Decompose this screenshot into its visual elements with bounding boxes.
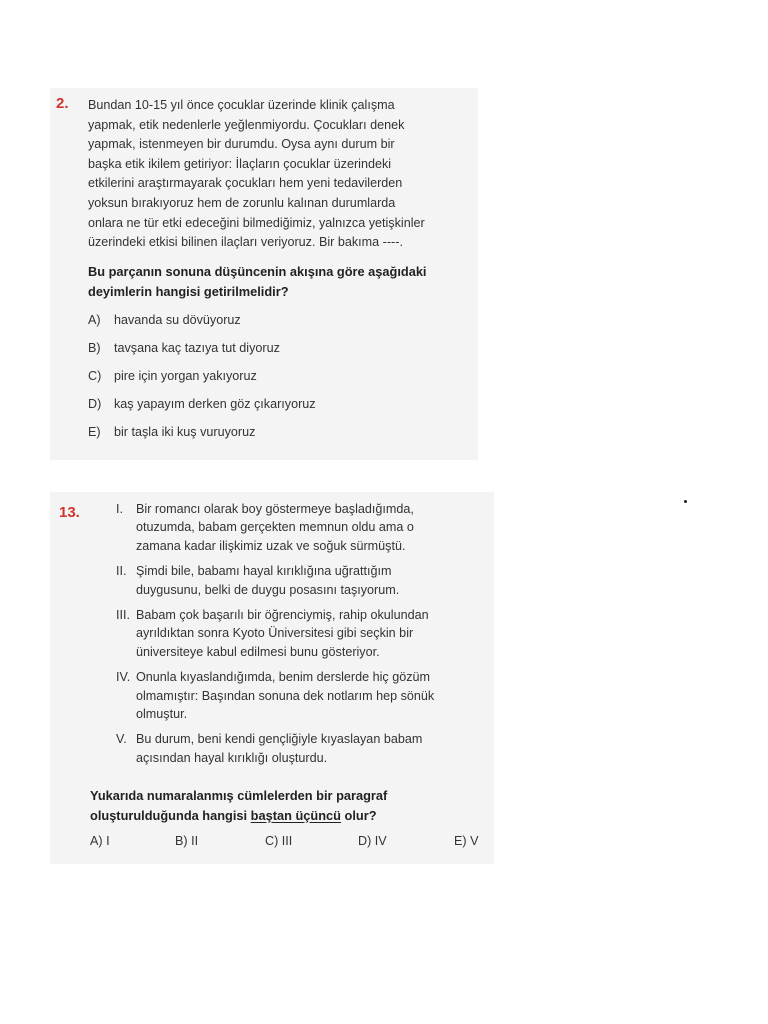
numbered-sentences bbox=[116, 500, 488, 774]
prompt-line: Yukarıda numaralanmış cümlelerden bir paragraf bbox=[90, 788, 388, 803]
question-2-card bbox=[50, 88, 478, 460]
choice-a[interactable]: A) I bbox=[90, 834, 110, 848]
roman-numeral: I. bbox=[116, 502, 123, 516]
sentence-line: duygusunu, belki de duygu posasını taşıyorum. bbox=[136, 582, 400, 597]
choice-e[interactable]: E) V bbox=[454, 834, 479, 848]
option-text: bir taşla iki kuş vuruyoruz bbox=[114, 425, 256, 439]
paragraph-line: başka etik ikilem getiriyor: İlaçların çocuklar üzerindeki bbox=[88, 156, 392, 171]
sentence-line: otuzumda, babam gerçekten memnun oldu ama o bbox=[136, 520, 414, 535]
roman-numeral: III. bbox=[116, 608, 130, 623]
roman-numeral: IV. bbox=[116, 670, 131, 685]
option-letter: B) bbox=[88, 341, 101, 355]
question-2-paragraph bbox=[88, 96, 474, 253]
underlined-phrase: baştan üçüncü bbox=[250, 807, 341, 823]
question-13-choices bbox=[90, 834, 490, 854]
choice-c[interactable]: C) III bbox=[265, 834, 293, 848]
option-text: havanda su dövüyoruz bbox=[114, 313, 241, 327]
sentence-line: üniversiteye kabul edilmesi bunu gösteriyor. bbox=[136, 644, 380, 659]
option-d[interactable] bbox=[88, 394, 468, 422]
paragraph-line: etkilerini araştırmayarak çocukları hem yeni tedavilerden bbox=[88, 176, 403, 191]
option-letter: A) bbox=[88, 313, 101, 327]
sentence-4 bbox=[116, 668, 488, 723]
paragraph-line: onlara ne tür etki edeceğini bilmediğimiz, yalnızca yetişkinler bbox=[88, 215, 425, 230]
sentence-1 bbox=[116, 500, 488, 555]
sentence-line: Bir romancı olarak boy göstermeye başladığımda, bbox=[136, 502, 414, 516]
sentence-2 bbox=[116, 562, 488, 599]
choice-d[interactable]: D) IV bbox=[358, 834, 387, 848]
prompt-text: olur? bbox=[340, 807, 377, 823]
option-e[interactable] bbox=[88, 422, 468, 450]
question-13-prompt bbox=[90, 786, 490, 825]
option-letter: C) bbox=[88, 369, 102, 383]
stray-dot bbox=[684, 500, 687, 503]
option-letter: D) bbox=[88, 397, 102, 411]
paragraph-line: Bundan 10-15 yıl önce çocuklar üzerinde klinik çalışma bbox=[88, 98, 395, 112]
roman-numeral: II. bbox=[116, 564, 127, 579]
option-letter: E) bbox=[88, 425, 101, 439]
paragraph-line: üzerindeki etkisi bilinen ilaçları veriyoruz. Bir bakıma ----. bbox=[88, 235, 403, 250]
option-a[interactable] bbox=[88, 310, 468, 338]
sentence-line: ayrıldıktan sonra Kyoto Üniversitesi gibi seçkin bir bbox=[136, 626, 414, 641]
sentence-line: Bu durum, beni kendi gençliğiyle kıyaslayan babam bbox=[136, 732, 423, 747]
prompt-line bbox=[90, 806, 490, 826]
sentence-line: açısından hayal kırıklığı oluşturdu. bbox=[136, 750, 328, 765]
option-text: pire için yorgan yakıyoruz bbox=[114, 369, 257, 383]
question-2-options bbox=[88, 310, 468, 450]
question-13-card bbox=[50, 492, 494, 864]
sentence-line: olmuştur. bbox=[136, 707, 188, 722]
prompt-text: oluşturulduğunda hangisi bbox=[90, 807, 251, 823]
choice-b[interactable]: B) II bbox=[175, 834, 199, 848]
sentence-line: Onunla kıyaslandığımda, benim derslerde hiç gözüm bbox=[136, 670, 431, 685]
paragraph-line: yapmak, etik nedenlerle yeğlenmiyordu. Çocukları denek bbox=[88, 117, 405, 132]
option-b[interactable] bbox=[88, 338, 468, 366]
option-text: kaş yapayım derken göz çıkarıyoruz bbox=[114, 397, 316, 411]
option-c[interactable] bbox=[88, 366, 468, 394]
question-2-prompt bbox=[88, 262, 474, 301]
option-text: tavşana kaç tazıya tut diyoruz bbox=[114, 341, 280, 355]
sentence-line: zamana kadar ilişkimiz uzak ve soğuk sürmüştü. bbox=[136, 538, 406, 553]
prompt-line: Bu parçanın sonuna düşüncenin akışına göre aşağıdaki bbox=[88, 264, 427, 279]
prompt-line: deyimlerin hangisi getirilmelidir? bbox=[88, 283, 289, 299]
paragraph-line: yoksun bırakıyoruz hem de zorunlu kalınan durumlarda bbox=[88, 195, 396, 210]
sentence-line: Şimdi bile, babamı hayal kırıklığına uğrattığım bbox=[136, 564, 392, 579]
sentence-line: olmamıştır: Başından sonuna dek notlarım hep sönük bbox=[136, 688, 435, 703]
question-13-number: 13. bbox=[59, 504, 80, 521]
sentence-5 bbox=[116, 730, 488, 767]
paragraph-line: yapmak, istenmeyen bir durumdu. Oysa aynı durum bir bbox=[88, 137, 395, 152]
question-2-number: 2. bbox=[56, 95, 69, 112]
sentence-line: Babam çok başarılı bir öğrenciymiş, rahip okulundan bbox=[136, 608, 429, 623]
roman-numeral: V. bbox=[116, 732, 127, 747]
sentence-3 bbox=[116, 606, 488, 661]
